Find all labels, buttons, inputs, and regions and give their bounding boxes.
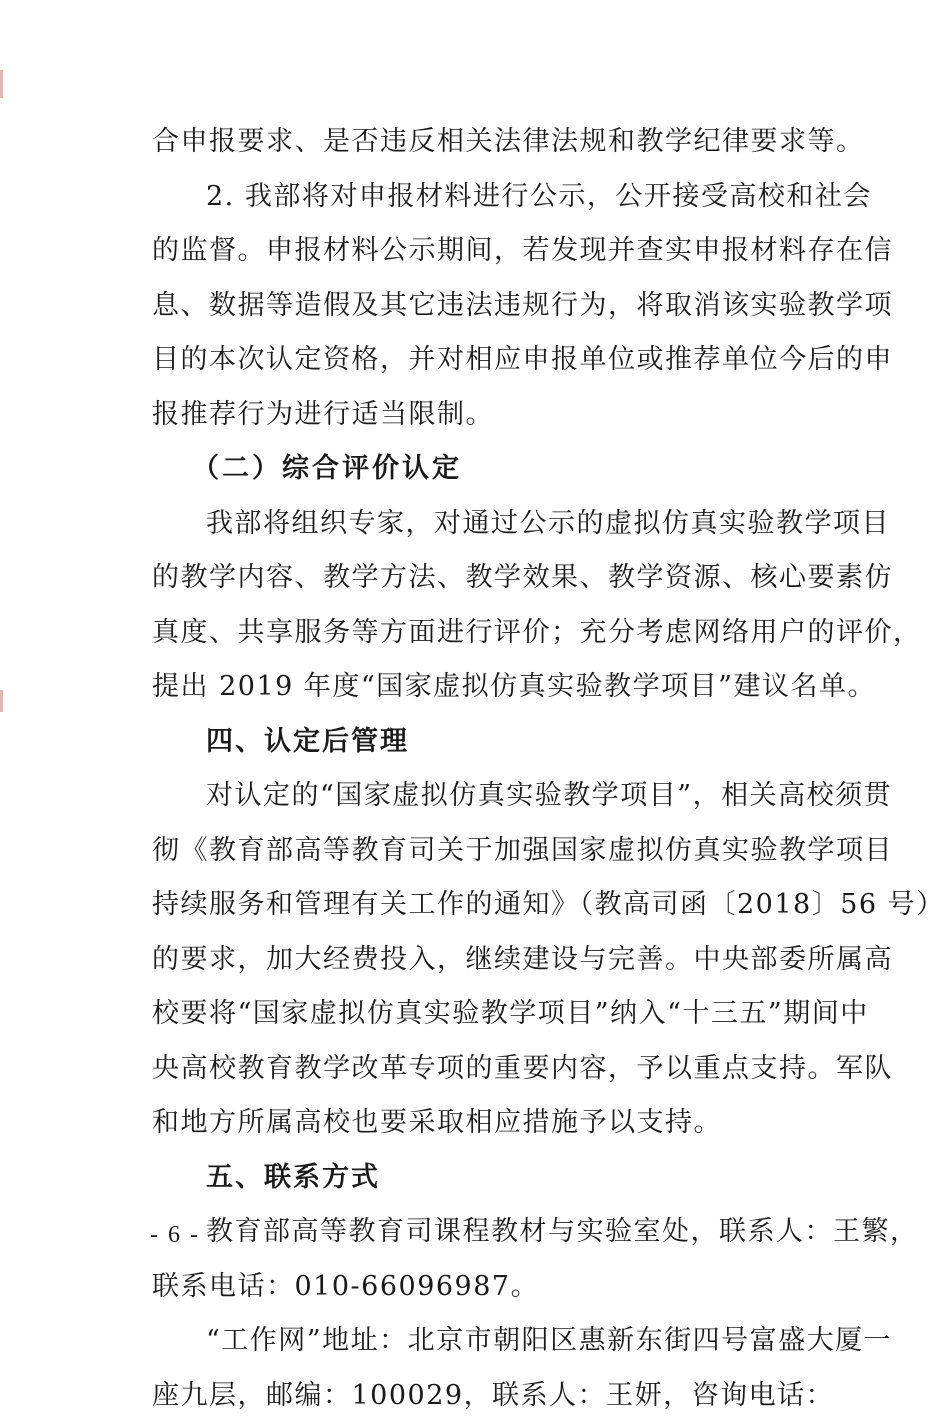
body-line: 彻《教育部高等教育司关于加强国家虚拟仿真实验教学项目 bbox=[152, 824, 812, 879]
body-line: 的监督。申报材料公示期间，若发现并查实申报材料存在信 bbox=[152, 224, 812, 279]
body-line: 教育部高等教育司课程教材与实验室处，联系人：王繁， bbox=[152, 1205, 812, 1260]
page-number: - 6 - bbox=[150, 1222, 200, 1249]
section-heading: 四、认定后管理 bbox=[152, 715, 812, 770]
section-subheading: （二）综合评价认定 bbox=[152, 442, 812, 497]
body-line: 报推荐行为进行适当限制。 bbox=[152, 388, 812, 443]
scan-edge-mark bbox=[0, 70, 3, 98]
body-line: 持续服务和管理有关工作的通知》（教高司函〔2018〕56 号） bbox=[152, 878, 812, 933]
body-line: 校要将“国家虚拟仿真实验教学项目”纳入“十三五”期间中 bbox=[152, 987, 812, 1042]
body-line: 的教学内容、教学方法、教学效果、教学资源、核心要素仿 bbox=[152, 551, 812, 606]
body-line: 息、数据等造假及其它违法违规行为，将取消该实验教学项 bbox=[152, 279, 812, 334]
scan-edge-mark bbox=[0, 690, 3, 712]
body-line: 提出 2019 年度“国家虚拟仿真实验教学项目”建议名单。 bbox=[152, 660, 812, 715]
body-line: 真度、共享服务等方面进行评价；充分考虑网络用户的评价， bbox=[152, 606, 812, 661]
document-body bbox=[152, 115, 812, 1423]
body-line: 座九层，邮编：100029，联系人：王妍，咨询电话： bbox=[152, 1369, 812, 1423]
section-heading: 五、联系方式 bbox=[152, 1151, 812, 1206]
body-line: 2. 我部将对申报材料进行公示，公开接受高校和社会 bbox=[152, 170, 812, 225]
body-line: 央高校教育教学改革专项的重要内容，予以重点支持。军队 bbox=[152, 1042, 812, 1097]
body-line: 的要求，加大经费投入，继续建设与完善。中央部委所属高 bbox=[152, 933, 812, 988]
body-line: 我部将组织专家，对通过公示的虚拟仿真实验教学项目 bbox=[152, 497, 812, 552]
body-line: “工作网”地址：北京市朝阳区惠新东街四号富盛大厦一 bbox=[152, 1314, 812, 1369]
body-line: 合申报要求、是否违反相关法律法规和教学纪律要求等。 bbox=[152, 115, 812, 170]
body-line: 对认定的“国家虚拟仿真实验教学项目”，相关高校须贯 bbox=[152, 769, 812, 824]
body-line: 目的本次认定资格，并对相应申报单位或推荐单位今后的申 bbox=[152, 333, 812, 388]
body-line: 联系电话：010-66096987。 bbox=[152, 1260, 812, 1315]
body-line: 和地方所属高校也要采取相应措施予以支持。 bbox=[152, 1096, 812, 1151]
